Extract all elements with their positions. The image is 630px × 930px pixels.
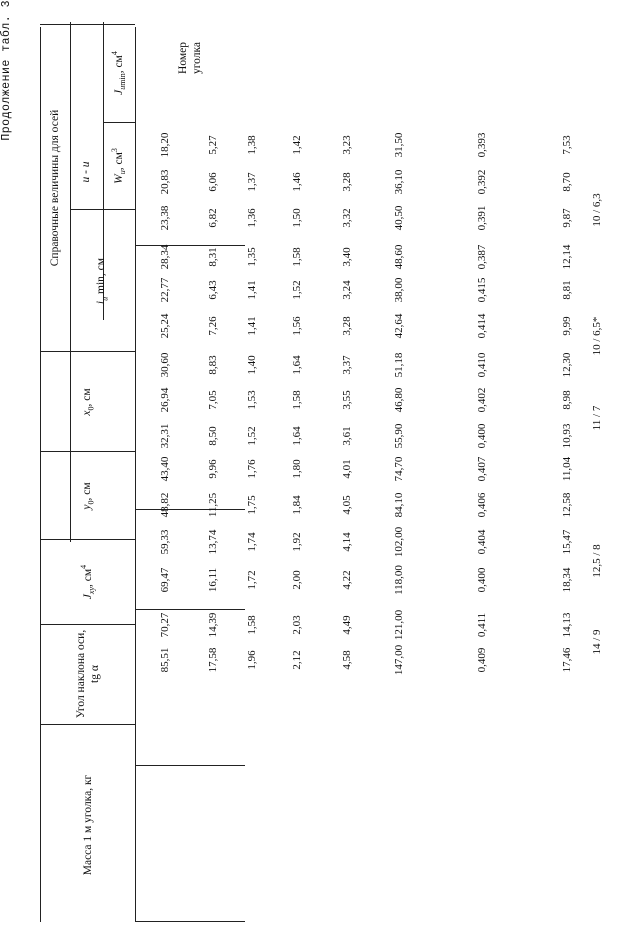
group-separator [135, 765, 245, 766]
cell-angle: 0,391 [476, 205, 488, 231]
cell-x0: 1,58 [291, 390, 303, 410]
cell-jxy: 102,00 [393, 526, 405, 558]
header-j-umin: $J_{umin}$, $см^4$ [109, 51, 128, 95]
cell-jxy: 84,10 [393, 492, 405, 518]
cell-angle: 0,409 [476, 647, 488, 673]
cell-x0: 2,00 [291, 570, 303, 590]
table-bottom-rule [135, 921, 245, 922]
cell-j-umin: 22,77 [159, 277, 171, 303]
cell-angle: 0,400 [476, 567, 488, 593]
cell-mass: 10,93 [561, 423, 573, 449]
cell-y0: 3,40 [341, 247, 353, 267]
cell-j-umin: 85,51 [159, 647, 171, 673]
cell-j-umin: 69,47 [159, 567, 171, 593]
cell-x0: 1,64 [291, 426, 303, 446]
cell-j-umin: 28,34 [159, 244, 171, 270]
cell-i-umin: 1,41 [246, 316, 258, 336]
cell-w-u: 8,50 [207, 426, 219, 446]
cell-w-u: 7,26 [207, 316, 219, 336]
cell-jxy: 42,64 [393, 313, 405, 339]
cell-i-umin: 1,75 [246, 495, 258, 515]
group-separator [135, 609, 245, 610]
cell-x0: 1,58 [291, 247, 303, 267]
cell-j-umin: 20,83 [159, 169, 171, 195]
angle-number-label: 11 / 7 [591, 405, 603, 431]
group-separator [135, 245, 245, 246]
cell-x0: 1,50 [291, 208, 303, 228]
cell-y0: 4,49 [341, 615, 353, 635]
cell-angle: 0,407 [476, 456, 488, 482]
header-bottom-rule [135, 27, 136, 922]
cell-w-u: 6,82 [207, 208, 219, 228]
cell-mass: 12,30 [561, 352, 573, 378]
angle-number-label: 12,5 / 8 [591, 544, 603, 578]
cell-w-u: 5,27 [207, 135, 219, 155]
header-i-umin: $i_u$ min, см [94, 257, 110, 305]
cell-y0: 4,01 [341, 459, 353, 479]
cell-angle: 0,400 [476, 423, 488, 449]
header-number: Номер уголка [176, 41, 203, 75]
cell-i-umin: 1,52 [246, 426, 258, 446]
cell-mass: 8,81 [561, 280, 573, 300]
cell-i-umin: 1,74 [246, 532, 258, 552]
header-angle: Угол наклона оси, tg α [74, 629, 101, 719]
cell-y0: 3,37 [341, 355, 353, 375]
angle-number-label: 14 / 9 [591, 629, 603, 655]
cell-mass: 17,46 [561, 647, 573, 673]
col-rule [40, 539, 135, 540]
cell-x0: 2,03 [291, 615, 303, 635]
cell-w-u: 13,74 [207, 529, 219, 555]
cell-j-umin: 32,31 [159, 423, 171, 449]
cell-y0: 3,28 [341, 316, 353, 336]
cell-mass: 11,04 [561, 456, 573, 482]
col-rule [40, 351, 135, 352]
cell-x0: 1,56 [291, 316, 303, 336]
cell-j-umin: 48,82 [159, 492, 171, 518]
cell-i-umin: 1,38 [246, 135, 258, 155]
cell-jxy: 40,50 [393, 205, 405, 231]
cell-jxy: 31,50 [393, 132, 405, 158]
cell-jxy: 46,80 [393, 387, 405, 413]
cell-angle: 0,404 [476, 529, 488, 555]
cell-x0: 1,46 [291, 172, 303, 192]
cell-y0: 3,32 [341, 208, 353, 228]
cell-w-u: 11,25 [207, 492, 219, 518]
col-rule [40, 451, 135, 452]
cell-y0: 4,14 [341, 532, 353, 552]
cell-x0: 1,42 [291, 135, 303, 155]
cell-w-u: 6,43 [207, 280, 219, 300]
cell-mass: 15,47 [561, 529, 573, 555]
cell-i-umin: 1,72 [246, 570, 258, 590]
cell-y0: 4,05 [341, 495, 353, 515]
cell-i-umin: 1,37 [246, 172, 258, 192]
col-rule [103, 122, 135, 123]
header-w-u: $W_u$, $см^3$ [109, 148, 128, 184]
cell-j-umin: 30,60 [159, 352, 171, 378]
cell-angle: 0,392 [476, 169, 488, 195]
header-ref-group: Справочные величины для осей [48, 109, 61, 267]
cell-j-umin: 43,40 [159, 456, 171, 482]
cell-w-u: 6,06 [207, 172, 219, 192]
cell-y0: 4,22 [341, 570, 353, 590]
cell-y0: 3,24 [341, 280, 353, 300]
cell-y0: 4,58 [341, 650, 353, 670]
cell-jxy: 118,00 [393, 565, 405, 595]
cell-angle: 0,387 [476, 244, 488, 270]
col-rule [40, 724, 135, 725]
cell-i-umin: 1,35 [246, 247, 258, 267]
cell-jxy: 38,00 [393, 277, 405, 303]
cell-j-umin: 25,24 [159, 313, 171, 339]
cell-y0: 3,55 [341, 390, 353, 410]
cell-mass: 12,14 [561, 244, 573, 270]
cell-w-u: 8,83 [207, 355, 219, 375]
cell-i-umin: 1,76 [246, 459, 258, 479]
cell-w-u: 17,58 [207, 647, 219, 673]
cell-j-umin: 18,20 [159, 132, 171, 158]
cell-jxy: 74,70 [393, 456, 405, 482]
cell-x0: 1,92 [291, 532, 303, 552]
cell-angle: 0,410 [476, 352, 488, 378]
cell-j-umin: 23,38 [159, 205, 171, 231]
cell-j-umin: 70,27 [159, 612, 171, 638]
cell-mass: 14,13 [561, 612, 573, 638]
cell-w-u: 8,31 [207, 247, 219, 267]
cell-mass: 12,58 [561, 492, 573, 518]
cell-mass: 18,34 [561, 567, 573, 593]
cell-y0: 3,23 [341, 135, 353, 155]
angle-number-label: 10 / 6,5* [591, 316, 603, 356]
header-jxy: $J_{xy}$, $см^4$ [78, 564, 97, 600]
table-top-rule [40, 27, 41, 922]
cell-angle: 0,406 [476, 492, 488, 518]
header-mass: Масса 1 м уголка, кг [81, 774, 94, 876]
cell-w-u: 16,11 [207, 567, 219, 593]
cell-i-umin: 1,96 [246, 650, 258, 670]
cell-y0: 3,28 [341, 172, 353, 192]
cell-i-umin: 1,41 [246, 280, 258, 300]
cell-jxy: 121,00 [393, 609, 405, 641]
cell-jxy: 36,10 [393, 169, 405, 195]
cell-j-umin: 59,33 [159, 529, 171, 555]
cell-x0: 1,52 [291, 280, 303, 300]
cell-x0: 1,84 [291, 495, 303, 515]
cell-i-umin: 1,53 [246, 390, 258, 410]
cell-mass: 8,98 [561, 390, 573, 410]
cell-angle: 0,393 [476, 132, 488, 158]
cell-i-umin: 1,36 [246, 208, 258, 228]
header-y0: $y_0$, см [80, 482, 96, 510]
cell-mass: 9,99 [561, 316, 573, 336]
cell-angle: 0,414 [476, 313, 488, 339]
cell-j-umin: 26,94 [159, 387, 171, 413]
col-rule [40, 624, 135, 625]
cell-angle: 0,402 [476, 387, 488, 413]
cell-w-u: 9,96 [207, 459, 219, 479]
cell-angle: 0,411 [476, 612, 488, 638]
cell-mass: 8,70 [561, 172, 573, 192]
group-separator [135, 509, 245, 510]
cell-i-umin: 1,40 [246, 355, 258, 375]
header-uu: u - u [79, 161, 92, 183]
cell-jxy: 55,90 [393, 423, 405, 449]
cell-mass: 9,87 [561, 208, 573, 228]
cell-jxy: 147,00 [393, 644, 405, 676]
cell-x0: 2,12 [291, 650, 303, 670]
cell-w-u: 7,05 [207, 390, 219, 410]
angle-number-label: 10 / 6,3 [591, 193, 603, 227]
cell-i-umin: 1,58 [246, 615, 258, 635]
cell-x0: 1,64 [291, 355, 303, 375]
cell-w-u: 14,39 [207, 612, 219, 638]
cell-jxy: 51,18 [393, 352, 405, 378]
header-x0: $x_0$, см [80, 388, 96, 416]
cell-mass: 7,53 [561, 135, 573, 155]
cell-x0: 1,80 [291, 459, 303, 479]
cell-angle: 0,415 [476, 277, 488, 303]
table-continuation-caption: Продолжение табл. 3 [0, 0, 13, 141]
cell-y0: 3,61 [341, 426, 353, 446]
cell-jxy: 48,60 [393, 244, 405, 270]
